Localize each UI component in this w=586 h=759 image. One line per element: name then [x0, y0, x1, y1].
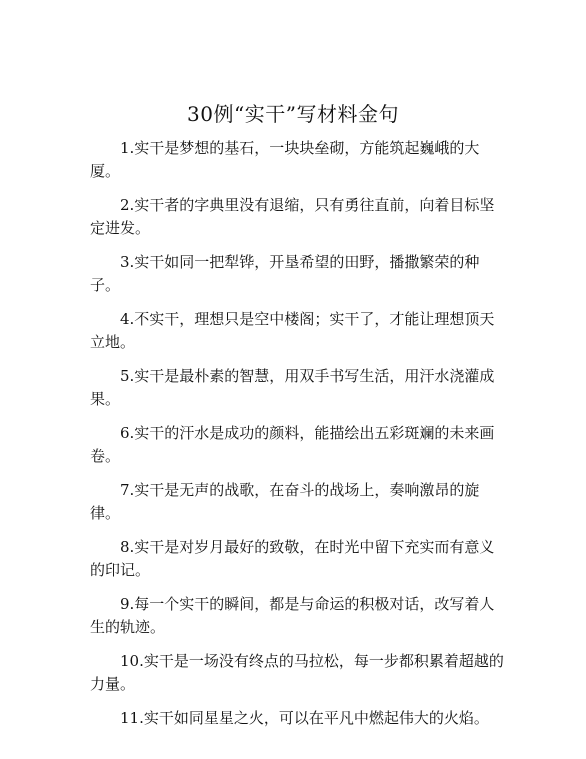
- document-body: [90, 137, 504, 741]
- paragraph-5: 5.实干是最朴素的智慧，用双手书写生活，用汗水浇灌成果。: [90, 367, 495, 408]
- paragraph-11: 11.实干如同星星之火，可以在平凡中燃起伟大的火焰。: [120, 709, 489, 727]
- paragraph-10: 10.实干是一场没有终点的马拉松，每一步都积累着超越的力量。: [90, 652, 504, 693]
- paragraph-9: 9.每一个实干的瞬间，都是与命运的积极对话，改写着人生的轨迹。: [90, 595, 495, 636]
- paragraph-7: 7.实干是无声的战歌，在奋斗的战场上，奏响激昂的旋律。: [90, 481, 480, 522]
- paragraph-3: 3.实干如同一把犁铧，开垦希望的田野，播撒繁荣的种子。: [90, 253, 480, 294]
- paragraph-1: 1.实干是梦想的基石，一块块垒砌，方能筑起巍峨的大厦。: [90, 139, 480, 180]
- paragraph-2: 2.实干者的字典里没有退缩，只有勇往直前，向着目标坚定进发。: [90, 196, 495, 237]
- paragraph-4: 4.不实干，理想只是空中楼阁；实干了，才能让理想顶天立地。: [90, 310, 495, 351]
- paragraph-6: 6.实干的汗水是成功的颜料，能描绘出五彩斑斓的未来画卷。: [90, 424, 495, 465]
- document-title: 30例“实干”写材料金句: [187, 102, 399, 126]
- paragraph-8: 8.实干是对岁月最好的致敬，在时光中留下充实而有意义的印记。: [90, 538, 495, 579]
